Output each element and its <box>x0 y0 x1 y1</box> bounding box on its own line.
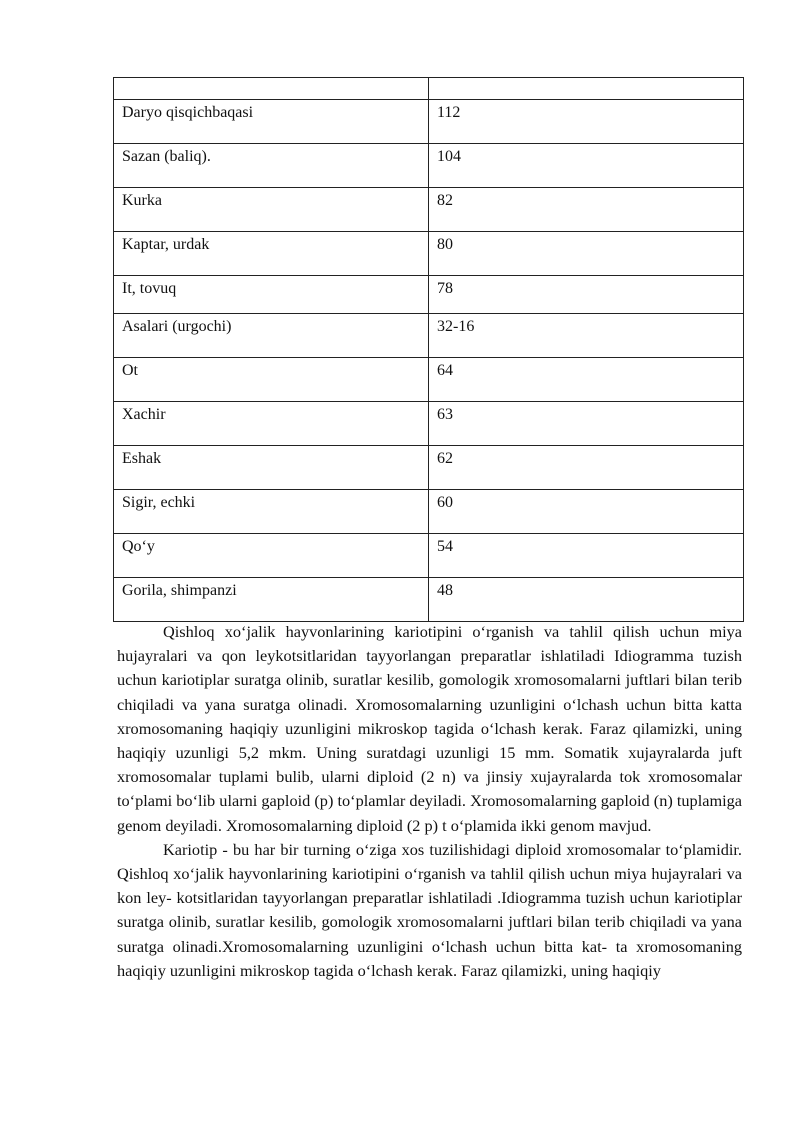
species-cell: It, tovuq <box>114 276 429 314</box>
chromosome-count-cell: 32-16 <box>429 314 744 358</box>
chromosome-count-cell: 63 <box>429 402 744 446</box>
species-cell: Kaptar, urdak <box>114 232 429 276</box>
table-header-row <box>114 78 744 100</box>
table-row <box>114 446 744 490</box>
paragraph: Qishloq xo‘jalik hayvonlarining kariotipini o‘rganish va tahlil qilish uchun miya hujayralari va qon leykotsitlaridan tayyorlangan preparatlar ishlatiladi Idiogramma tuzish uchun kariotiplar suratga olinib, suratlar kesilib, gomologik xromosomalarni juftlari bilan terib chiqiladi va yana suratga olinadi. Xromosomalarning uzunligini o‘lchash uchun bitta katta xromosomaning haqiqiy uzunligini mikroskop tagida o‘lchash kerak. Faraz qilamizki, uning haqiqiy uzunligi 5,2 mkm. Uning suratdagi uzunligi 15 mm. Somatik xujayralarda juft xromosomalar tuplami bulib, ularni diploid (2 n) va jinsiy xujayralarda tok xromosomalar to‘plami bo‘lib ularni gaploid (p) to‘plamlar deyiladi. Xromosomalarning gaploid (n) tuplamiga genom deyiladi. Xromosomalarning diploid (2 p) t o‘plamida ikki genom mavjud. <box>117 622 742 835</box>
species-cell: Xachir <box>114 402 429 446</box>
species-cell: Ot <box>114 358 429 402</box>
chromosome-count-cell: 80 <box>429 232 744 276</box>
table-body <box>114 78 744 622</box>
chromosome-count-cell: 64 <box>429 358 744 402</box>
chromosome-count-cell: 112 <box>429 100 744 144</box>
species-cell: Kurka <box>114 188 429 232</box>
species-cell: Asalari (urgochi) <box>114 314 429 358</box>
chromosome-count-cell: 60 <box>429 490 744 534</box>
chromosome-count-cell: 78 <box>429 276 744 314</box>
chromosome-count-cell: 82 <box>429 188 744 232</box>
table-row <box>114 358 744 402</box>
species-cell: Eshak <box>114 446 429 490</box>
table-row <box>114 534 744 578</box>
table-row <box>114 490 744 534</box>
table-row <box>114 232 744 276</box>
chromosome-count-cell: 48 <box>429 578 744 622</box>
species-cell: Sazan (baliq). <box>114 144 429 188</box>
species-cell: Qo‘y <box>114 534 429 578</box>
species-cell: Gorila, shimpanzi <box>114 578 429 622</box>
chromosome-count-cell: 62 <box>429 446 744 490</box>
species-cell: Sigir, echki <box>114 490 429 534</box>
chromosome-count-cell: 54 <box>429 534 744 578</box>
table-row <box>114 402 744 446</box>
chromosome-count-cell: 104 <box>429 144 744 188</box>
species-cell: Daryo qisqichbaqasi <box>114 100 429 144</box>
table-header-cell <box>429 78 744 100</box>
chromosome-count-table <box>113 77 744 622</box>
table-row <box>114 144 744 188</box>
table-row <box>114 188 744 232</box>
table-row <box>114 276 744 314</box>
table-row <box>114 314 744 358</box>
table-row <box>114 578 744 622</box>
table-header-cell <box>114 78 429 100</box>
paragraph: Kariotip - bu har bir turning o‘ziga xos tuzilishidagi diploid xromosomalar to‘plamidir. Qishloq xo‘jalik hayvonlarining kariotipini o‘rganish va tahlil qilish uchun miya hujayralari va kon ley- kotsitlaridan tayyorlangan preparatlar ishlatiladi .Idiogramma tuzish uchun kariotiplar suratga olinib, suratlar kesilib, gomologik xromosomalarni juftlari bilan terib chiqiladi va yana suratga olinadi.Xromosomalarning uzunligini o‘lchash uchun bitta kat- ta xromosomaning haqiqiy uzunligini mikroskop tagida o‘lchash kerak. Faraz qilamizki, uning haqiqiy <box>117 839 742 980</box>
body-text <box>117 620 742 983</box>
table-row <box>114 100 744 144</box>
